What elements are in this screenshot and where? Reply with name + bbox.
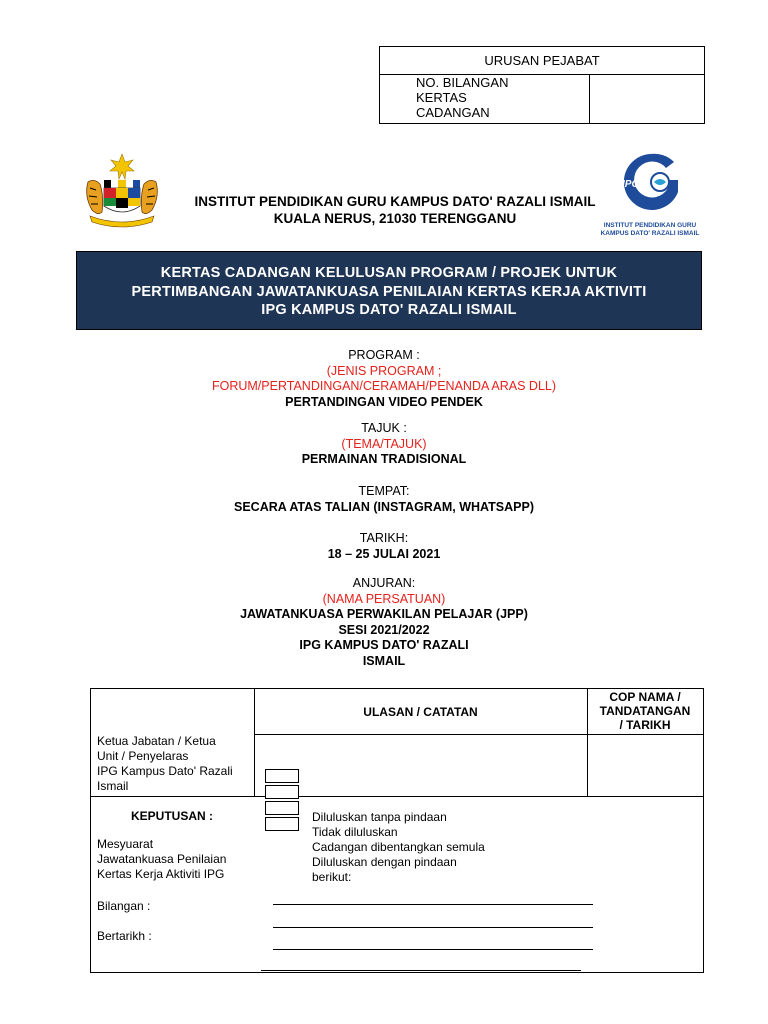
banner-line-3: IPG KAMPUS DATO' RAZALI ISMAIL xyxy=(261,302,517,318)
option-approved-with-change: Diluluskan dengan pindaan xyxy=(312,855,457,869)
program-label: PROGRAM : xyxy=(348,348,420,362)
table-hline-mid xyxy=(91,796,703,797)
option-not-approved: Tidak diluluskan xyxy=(312,825,398,839)
ipg-logo xyxy=(600,152,700,242)
ketua-label: Ketua Jabatan / Ketua Unit / Penyelaras IPG Kampus Dato' Razali Ismail xyxy=(97,734,233,793)
office-use-title: URUSAN PEJABAT xyxy=(380,47,704,75)
decision-options xyxy=(312,810,485,885)
anjuran-section xyxy=(0,576,768,669)
anjuran-value-4: ISMAIL xyxy=(362,653,406,668)
banner-line-2: PERTIMBANGAN JAWATANKUASA PENILAIAN KERTAS KERJA AKTIVITI xyxy=(131,283,647,300)
institute-name: INSTITUT PENDIDIKAN GURU KAMPUS DATO' RAZALI ISMAIL KUALA NERUS, 21030 TERENGGANU xyxy=(194,194,596,226)
program-hint-1: (JENIS PROGRAM ; xyxy=(326,363,442,378)
tajuk-section xyxy=(0,421,768,468)
bilangan-label: Bilangan : xyxy=(97,899,151,913)
anjuran-label: ANJURAN: xyxy=(352,576,416,590)
bertarikh-label: Bertarikh : xyxy=(97,929,152,943)
ulasan-header: ULASAN / CATATAN xyxy=(363,705,478,719)
ipg-logo-text-2: KAMPUS DATO' RAZALI ISMAIL xyxy=(600,230,700,237)
malaysia-crest-logo xyxy=(82,152,162,232)
office-divider xyxy=(589,74,590,123)
anjuran-hint: (NAMA PERSATUAN) xyxy=(322,591,446,606)
tajuk-value: PERMAINAN TRADISIONAL xyxy=(301,452,467,466)
mesyuarat-label: Mesyuarat Jawatankuasa Penilaian Kertas Kerja Aktiviti IPG xyxy=(97,837,227,881)
checkbox-option-2[interactable] xyxy=(265,801,299,815)
table-hline-header xyxy=(254,734,703,735)
checkbox-option-1[interactable] xyxy=(265,785,299,799)
office-use-box xyxy=(379,46,705,124)
cop-header: COP NAMA / TANDATANGAN / TARIKH xyxy=(599,690,691,732)
title-banner xyxy=(76,251,702,330)
program-section xyxy=(0,348,768,410)
tajuk-label: TAJUK : xyxy=(361,421,407,435)
tempat-section xyxy=(0,484,768,515)
office-number-label: NO. BILANGAN KERTAS CADANGAN xyxy=(416,75,509,120)
anjuran-value-1: JAWATANKUASA PERWAKILAN PELAJAR (JPP) xyxy=(240,607,528,621)
program-hint-2: FORUM/PERTANDINGAN/CERAMAH/PENANDA ARAS DLL) xyxy=(211,379,557,393)
tarikh-section xyxy=(0,531,768,562)
note-line-3[interactable] xyxy=(273,949,593,950)
tajuk-hint: (TEMA/TAJUK) xyxy=(341,436,427,451)
anjuran-value-2: SESI 2021/2022 xyxy=(338,622,430,637)
tempat-label: TEMPAT: xyxy=(358,484,410,498)
ipg-logo-text-1: INSTITUT PENDIDIKAN GURU xyxy=(603,222,697,229)
note-line-2[interactable] xyxy=(273,927,593,928)
tempat-value: SECARA ATAS TALIAN (INSTAGRAM, WHATSAPP) xyxy=(234,499,534,514)
option-approved-no-change: Diluluskan tanpa pindaan xyxy=(312,810,447,824)
checkbox-option-3[interactable] xyxy=(265,817,299,831)
anjuran-value-3: IPG KAMPUS DATO' RAZALI xyxy=(299,638,469,652)
svg-text:IPG: IPG xyxy=(622,179,640,190)
tarikh-label: TARIKH: xyxy=(359,531,409,545)
approval-table xyxy=(90,688,704,973)
option-following: berikut: xyxy=(312,870,352,884)
keputusan-label: KEPUTUSAN : xyxy=(131,809,214,823)
tarikh-value: 18 – 25 JULAI 2021 xyxy=(327,546,441,561)
option-resubmit: Cadangan dibentangkan semula xyxy=(312,840,485,854)
note-line-1[interactable] xyxy=(273,904,593,905)
checkbox-option-0[interactable] xyxy=(265,769,299,783)
note-line-4[interactable] xyxy=(261,970,581,971)
banner-line-1: KERTAS CADANGAN KELULUSAN PROGRAM / PROJEK UNTUK xyxy=(160,265,618,281)
program-value: PERTANDINGAN VIDEO PENDEK xyxy=(285,394,483,409)
